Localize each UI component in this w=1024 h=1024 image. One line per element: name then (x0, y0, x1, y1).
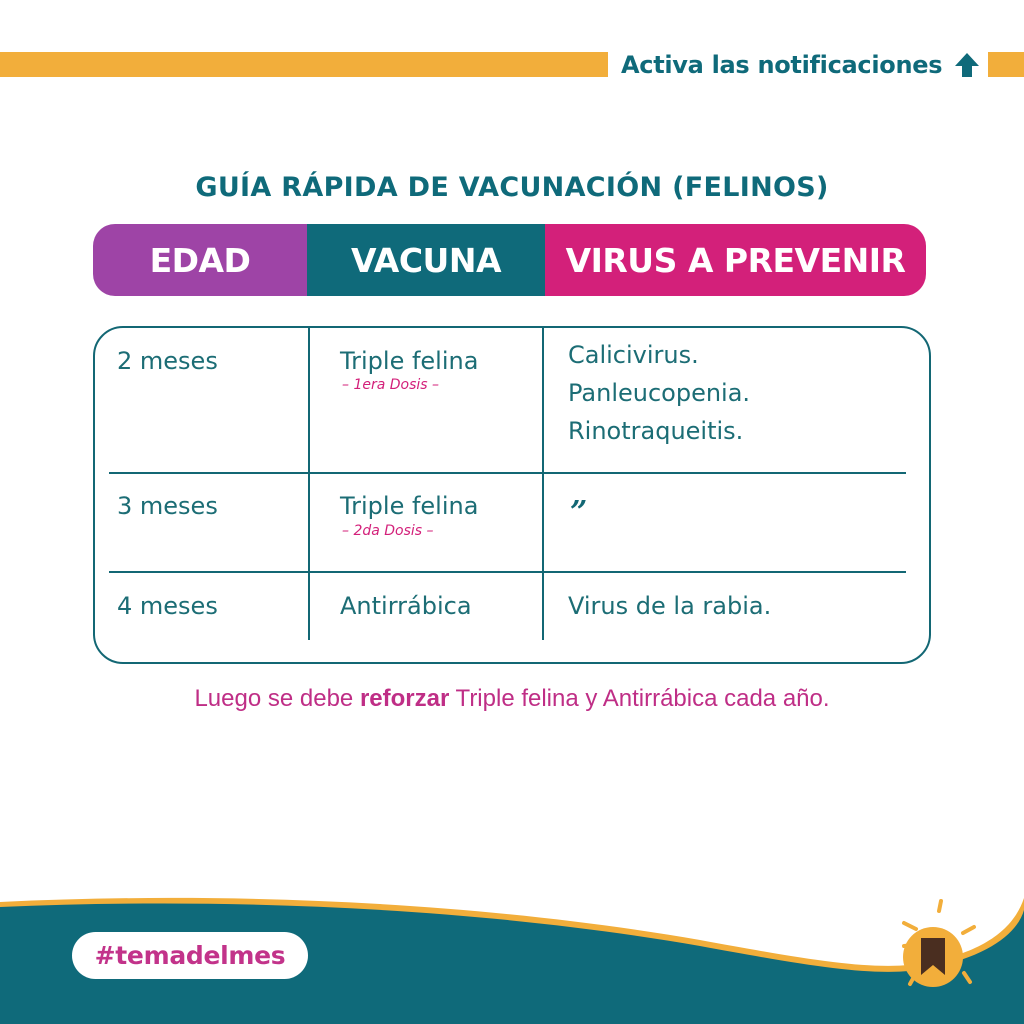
footnote (0, 685, 1024, 713)
arrow-up-icon (954, 52, 980, 78)
top-accent-bar-left (0, 52, 608, 77)
ditto-mark: ” (570, 495, 588, 530)
footnote-text: Luego se debe (194, 685, 360, 712)
notifications-label: Activa las notificaciones (621, 51, 943, 79)
row-3-vaccine: Antirrábica (340, 592, 472, 620)
row-divider (109, 571, 906, 573)
row-divider (109, 472, 906, 474)
table-header (93, 224, 926, 296)
vaccination-table (93, 326, 931, 664)
footnote-text: Triple felina y Antirrábica cada año. (449, 685, 830, 712)
virus-item: Calicivirus. (568, 341, 699, 369)
footnote-emphasis: reforzar (359, 685, 450, 712)
column-header-virus: VIRUS A PREVENIR (545, 224, 926, 296)
page-title: GUÍA RÁPIDA DE VACUNACIÓN (FELINOS) (195, 172, 829, 203)
top-accent-bar-right (988, 52, 1024, 77)
bookmark-icon (868, 895, 978, 1005)
hashtag-badge[interactable]: #temadelmes (72, 932, 308, 979)
row-1-age: 2 meses (117, 347, 218, 375)
virus-item: Rinotraqueitis. (568, 417, 744, 445)
column-header-vacuna: VACUNA (307, 224, 545, 296)
row-1-virus-list (568, 336, 750, 450)
row-2-dose: – 2da Dosis – (342, 523, 434, 539)
row-1-dose: – 1era Dosis – (342, 377, 440, 393)
notifications-link[interactable] (621, 48, 980, 82)
row-3-age: 4 meses (117, 592, 218, 620)
row-2-vaccine: Triple felina (340, 492, 479, 520)
row-3-virus: Virus de la rabia. (568, 592, 772, 620)
row-2-age: 3 meses (117, 492, 218, 520)
virus-item: Panleucopenia. (568, 379, 751, 407)
column-divider (308, 326, 310, 640)
column-header-edad: EDAD (93, 224, 307, 296)
column-divider (542, 326, 544, 640)
row-1-vaccine: Triple felina (340, 347, 479, 375)
